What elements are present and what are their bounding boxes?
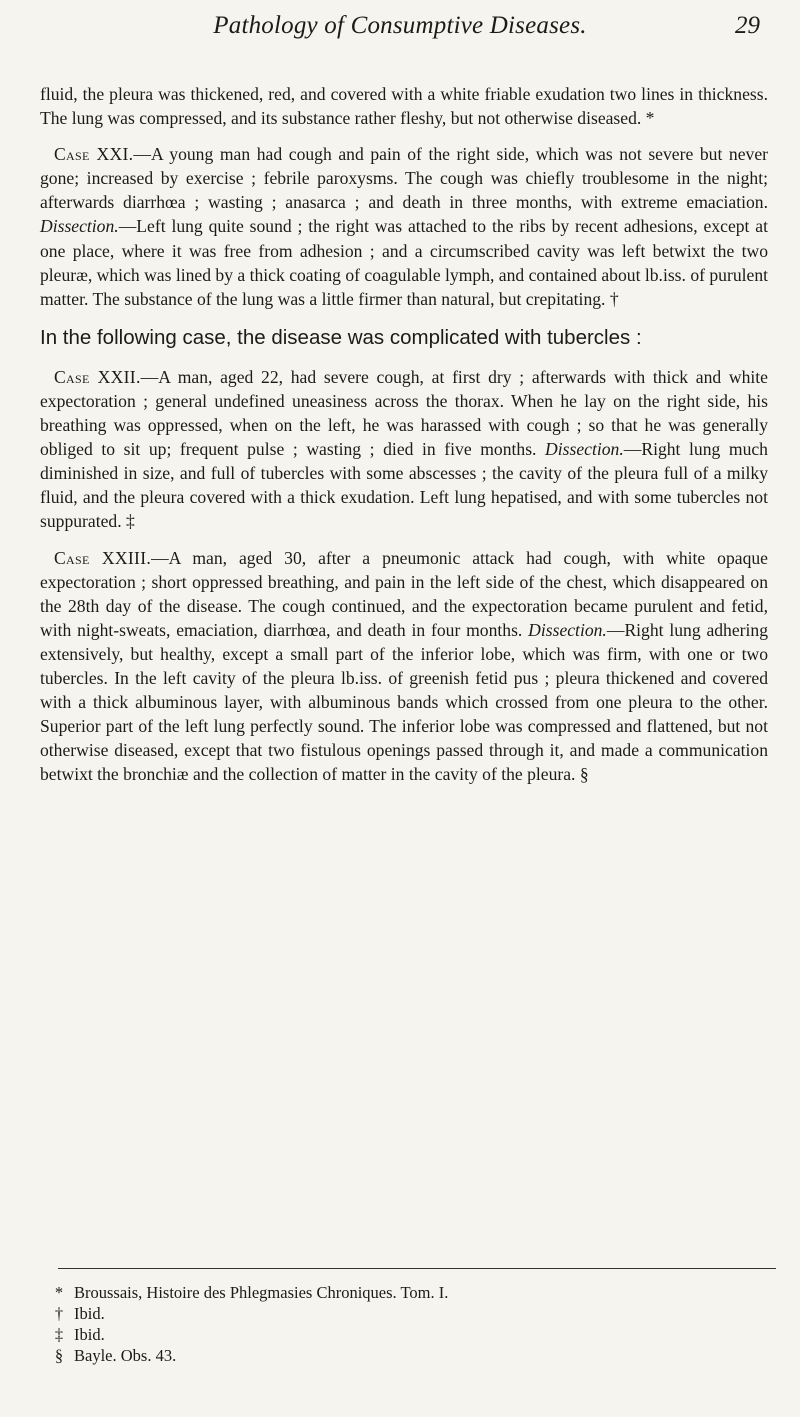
footnote-mark: §: [54, 1346, 64, 1365]
case-xxii: [40, 365, 768, 534]
case-text: —A young man had cough and pain of the right side, which was not severe but never gone; increased by exercise ; febrile paroxysms. The cough was chiefly troublesome in the night; afterwards diarrhœa ; wasting ; anasarca ; and death in three months, with extreme emaciation.: [40, 144, 769, 213]
running-title: Pathology of Consumptive Diseases.: [213, 12, 587, 39]
case-text: —A man, aged 22, had severe cough, at first dry ; afterwards with thick and white expectoration ; general undefined uneasiness across the thorax. When he lay on the right side, his breathing was oppressed, when on the left, he was harassed with cough ; so that he was generally obliged to sit up; frequent pulse ; wasting ; died in five months.: [40, 366, 768, 460]
dissection-text: —Left lung quite sound ; the right was attached to the ribs by recent adhesions, except at one place, where it was free from adhesion ; and a circumscribed cavity was left betwixt the two pleuræ, which was lined by a thick coating of coagulable lymph, and contained about lb.iss. of purulent matter. The substance of the lung was a little firmer than natural, but crepitating. †: [40, 216, 769, 309]
body-text: [40, 82, 768, 798]
case-text: —A man, aged 30, after a pneumonic attack had cough, with white opaque expectoration ; short oppressed breathing, and pain in the left side of the chest, which disappeared on the 28th day of the disease. The cough continued, and the expectoration became purulent and fetid, with night-sweats, emaciation, diarrhœa, and death in four months.: [40, 547, 768, 640]
footnote-mark: ‡: [54, 1325, 64, 1344]
footnote-text: Ibid.: [74, 1304, 105, 1323]
dissection-label: Dissection.: [545, 439, 624, 460]
dissection-text: —Right lung adhering extensively, but healthy, except a small part of the inferior lobe, which was firm, with one or two tubercles. In the left cavity of the pleura lb.iss. of greenish fetid pus ; pleura thickened and covered with a thick albuminous layer, with albuminous bands which crossed from one pleura to the other. Superior part of the left lung perfectly sound. The inferior lobe was compressed and flattened, but not otherwise diseased, except that two fistulous openings passed through it, and made a communication betwixt the bronchiæ and the collection of matter in the cavity of the pleura. §: [40, 619, 768, 785]
case-xxi: [40, 142, 768, 311]
footnote: [52, 1282, 772, 1303]
dissection-text: —Right lung much diminished in size, and full of tubercles with some abscesses ; the cavity of the pleura full of a milky fluid, and the pleura covered with a thick exudation. Left lung hepatised, and with some tubercles not suppurated. ‡: [40, 439, 768, 532]
footnote-text: Broussais, Histoire des Phlegmasies Chroniques. Tom. I.: [74, 1283, 449, 1302]
footnote: [52, 1303, 772, 1324]
section-lead: In the following case, the disease was complicated with tubercles :: [40, 325, 642, 349]
footnote-divider: [58, 1268, 776, 1269]
footnotes: [52, 1282, 772, 1366]
footnote-mark: †: [54, 1304, 64, 1323]
paragraph-text: fluid, the pleura was thickened, red, and covered with a white friable exudation two lines in thickness. The lung was compressed, and its substance rather fleshy, but not otherwise diseased. *: [40, 84, 768, 129]
dissection-label: Dissection.: [528, 619, 607, 640]
footnote-text: Bayle. Obs. 43.: [74, 1346, 177, 1365]
page-number: 29: [735, 12, 760, 39]
paragraph-continuation: [40, 82, 768, 130]
footnote-text: Ibid.: [74, 1325, 105, 1344]
case-label: Case XXIII.: [54, 547, 152, 568]
page-header: [0, 12, 800, 56]
footnote: [52, 1324, 772, 1345]
case-xxiii: [40, 546, 768, 787]
footnote-mark: *: [54, 1283, 64, 1302]
dissection-label: Dissection.: [40, 216, 119, 237]
case-label: Case XXII.: [54, 366, 141, 387]
case-label: Case XXI.: [54, 144, 134, 165]
footnote: [52, 1345, 772, 1366]
